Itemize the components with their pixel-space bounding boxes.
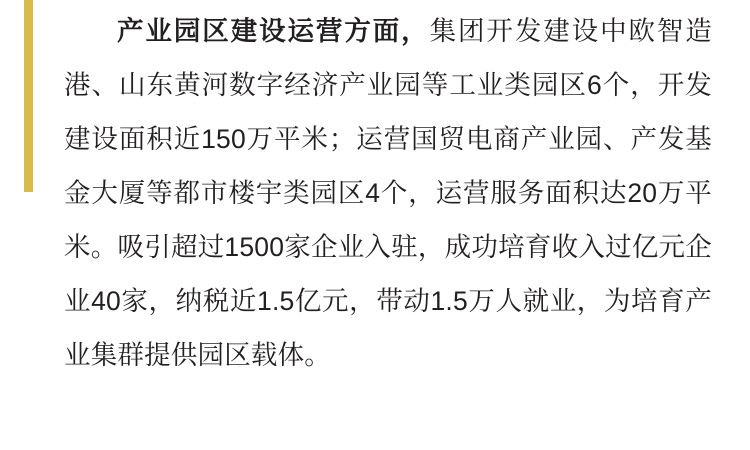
paragraph-body: 集团开发建设中欧智造港、山东黄河数字经济产业园等工业类园区6个，开发建设面积近150万平米；运营国贸电商产业园、产发基金大厦等都市楼宇类园区4个，运营服务面积达20万平米。吸引超过1500家企业入驻，成功培育收入过亿元企业40家，纳税近1.5亿元，带动1.5万人就业，为培育产业集群提供园区载体。 xyxy=(64,16,713,370)
paragraph xyxy=(64,0,712,382)
accent-bar xyxy=(24,0,33,192)
text-block xyxy=(64,0,712,382)
paragraph-lead: 产业园区建设运营方面， xyxy=(117,16,430,46)
